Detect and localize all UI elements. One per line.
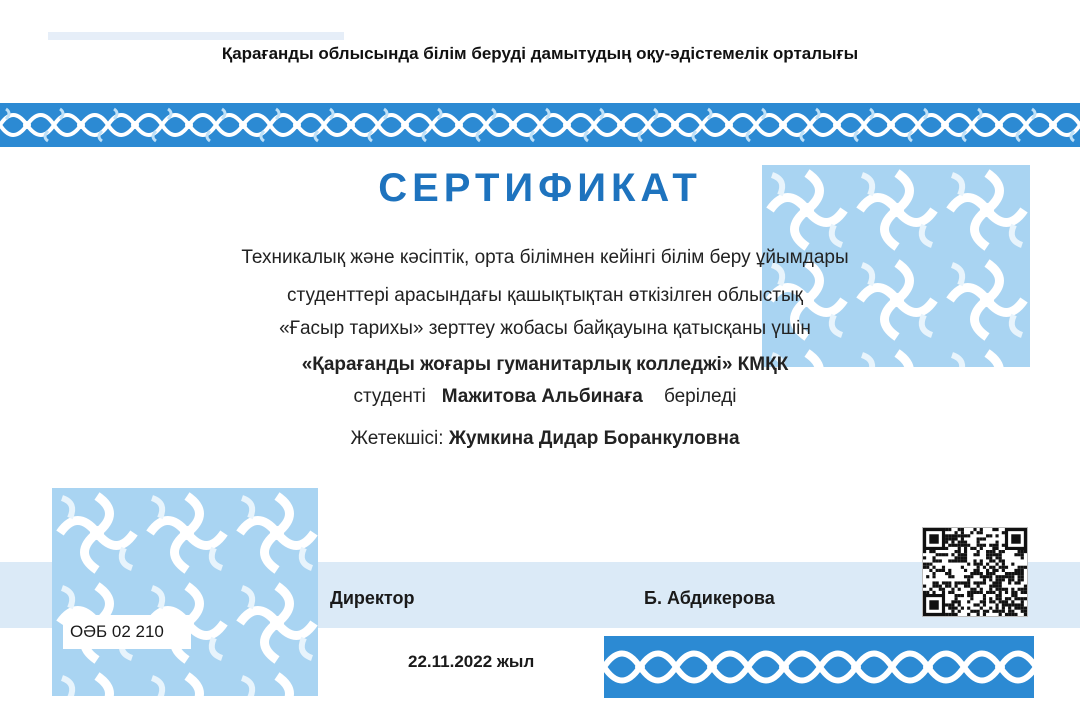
- top-accent-bar: [48, 32, 344, 40]
- qr-code-graphic: [923, 528, 1027, 616]
- director-name: Б. Абдикерова: [644, 588, 775, 608]
- ornament-band-pattern: [604, 636, 1034, 698]
- issue-date: 22.11.2022 жыл: [408, 652, 535, 671]
- ornament-panel-left: [52, 488, 318, 696]
- student-line: [0, 386, 1080, 408]
- student-suffix: беріледі: [663, 386, 737, 407]
- ornament-band-bottom: [604, 636, 1034, 698]
- ornament-band-pattern: [0, 103, 1080, 147]
- body-line-1: Техникалық және кәсіптік, орта білімнен кейінгі білім беру ұйымдары: [241, 247, 849, 268]
- ornament-panel-pattern: [52, 488, 318, 696]
- supervisor-line: [0, 428, 1080, 450]
- qr-code-icon[interactable]: [922, 527, 1028, 617]
- supervisor-label: Жетекшісі:: [350, 428, 444, 449]
- director-label: Директор: [330, 588, 415, 608]
- supervisor-name: Жумкина Дидар Боранкуловна: [448, 428, 740, 449]
- registry-code: ОӘБ 02 210: [63, 615, 191, 649]
- student-name: Мажитова Альбинаға: [441, 386, 643, 407]
- ornament-band-top: [0, 103, 1080, 147]
- body-line-2: студенттері арасындағы қашықтықтан өткізілген облыстық: [287, 285, 803, 306]
- body-line-3: «Ғасыр тарихы» зерттеу жобасы байқауына қатысқаны үшін: [279, 318, 811, 339]
- college-name: «Қарағанды жоғары гуманитарлық колледжі» КМҚК: [301, 354, 789, 375]
- certificate-title: СЕРТИФИКАТ: [378, 166, 702, 210]
- organization-title: Қарағанды облысында білім беруді дамытудың оқу-әдістемелік орталығы: [221, 44, 859, 63]
- student-prefix: студенті: [353, 386, 426, 407]
